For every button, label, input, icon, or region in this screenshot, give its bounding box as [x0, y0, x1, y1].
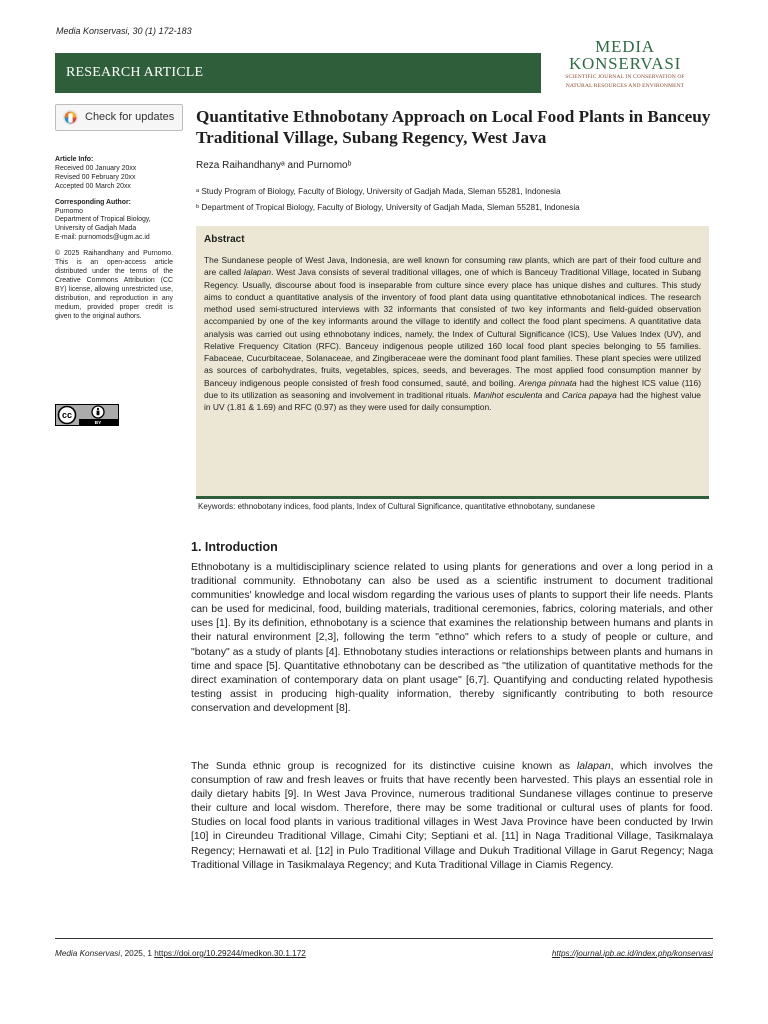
abstract-part-1: The Sundanese people of West Java, Indonesia, are well known for consuming raw plants, which are part of their food culture and are called	[204, 255, 701, 278]
revised-date: Revised 00 February 20xx	[55, 173, 136, 181]
cc-badge-left-text: cc	[61, 410, 73, 420]
abstract-term-lalapan: lalapan	[243, 267, 272, 278]
abstract-heading: Abstract	[204, 234, 245, 245]
affiliation-b: ᵇ Department of Tropical Biology, Faculty of Biology, University of Gadjah Mada, Sleman 55281, Indonesia	[196, 203, 580, 212]
article-info-label: Article Info:	[55, 156, 94, 163]
intro-p2-part-b: , which involves the consumption of raw and fresh leaves or fruits that have recently been harvested. This plays an essential role in daily dietary habits [9]. In West Java Province, numerous traditional Sundanese villages continue to preserve their culture and local wisdom. Therefore, there may be some traditional or cultural uses of plants for food. Studies on local food plants in various traditional villages in West Java Province have been conducted by Irwin [10] in Cireundeu Traditional Village, Cimahi City; Septiani et al. [11] in Naga Traditional Village, Tasikmalaya Regency; Hernawati et al. [12] in Pulo Traditional Village and Dukuh Traditional Village in Garut Regency; Naga Traditional Village in Tasikmalaya Regency; and Kuta Traditional Village in Ciamis Regency.	[191, 761, 713, 871]
section-heading-introduction: 1. Introduction	[191, 540, 278, 554]
cc-by-license-icon[interactable]	[55, 404, 119, 426]
check-for-updates-button[interactable]	[55, 104, 183, 131]
intro-p2-term-lalapan: lalapan	[576, 761, 611, 772]
abstract-part-3: had the highest ICS value (116) due to its utilization as seasoning and involvement in traditional rituals.	[204, 377, 702, 400]
intro-p2-part-a: The Sunda ethnic group is recognized for its distinctive cuisine known as	[191, 761, 577, 772]
footer-divider	[55, 938, 713, 939]
logo-line-1: MEDIA	[595, 37, 655, 56]
abstract-species-manihot: Manihot esculenta	[473, 389, 543, 400]
paper-title: Quantitative Ethnobotany Approach on Local Food Plants in Banceuy Traditional Village, Subang Regency, West Java	[196, 107, 711, 147]
corresponding-author-univ: University of Gadjah Mada	[55, 225, 137, 233]
abstract-text	[204, 254, 701, 413]
footer-url-link[interactable]: https://journal.ipb.ac.id/index.php/konservasi	[551, 949, 713, 958]
abstract-part-5: had the highest value in UV (1.81 & 1.69) and RFC (0.97) as they were used for daily consumption.	[204, 389, 701, 412]
journal-reference: Media Konservasi, 30 (1) 172-183	[56, 26, 192, 36]
footer-citation	[55, 949, 306, 958]
logo-line-2: KONSERVASI	[568, 54, 682, 73]
corresponding-author-email[interactable]: E-mail: purnomods@ugm.ac.id	[55, 234, 150, 242]
footer-journal-name: Media Konservasi	[55, 949, 121, 958]
article-type-label: RESEARCH ARTICLE	[66, 65, 204, 80]
footer-year-volume: , 2025, 1	[120, 949, 155, 958]
author-list: Reza Raihandhanyᵃ and Purnomoᵇ	[196, 160, 352, 171]
article-type-banner	[55, 53, 541, 93]
accepted-date: Accepted 00 March 20xx	[55, 182, 131, 190]
abstract-part-2: . West Java consists of several traditional villages, one of which is Banceuy Traditional Village, located in Subang Regency. Usually, discourse about food is inseparable from culture since every place has unique dishes and cultures. This study aims to conduct a quantitative analysis of the inventory of food plant data using quantitative ethnobotanical indices. The research method used semi-structured interviews with 32 informants that consisted of two key informants and field-guided observation accompanied by one of the key informants around the village to identify and collect the food plant specimens. A quantitative data analysis was carried out using ethnobotany indices, namely, the Index of Cultural Significance (ICS), Use Values Index (UV), and Relative Frequency Citation (RFC). Banceuy indigenous people utilized 160 local food plant species belonging to 55 families. Fabaceae, Cucurbitaceae, Solanaceae, and Zingiberaceae were the dominant food plant families. These plant species were utilized as sources of carbohydrates, fruits, vegetables, spices, seeds, and beverages. The most applied food consumption manner by Banceuy indigenous people consisted of fresh food consumed, sauté, and boiling.	[204, 267, 701, 388]
keywords-line: Keywords: ethnobotany indices, food plants, Index of Cultural Significance, quantitative ethnobotany, sundanese	[198, 502, 595, 511]
abstract-divider	[196, 496, 709, 499]
cc-badge-right-text: BY	[94, 421, 102, 426]
corresponding-author-label: Corresponding Author:	[55, 198, 131, 206]
article-info-sidebar	[55, 156, 173, 321]
footer-doi-link[interactable]: https://doi.org/10.29244/medkon.30.1.172	[154, 949, 306, 958]
abstract-species-carica: Carica papaya	[561, 389, 617, 400]
logo-subtitle-2: NATURAL RESOURCES AND ENVIRONMENT	[565, 83, 685, 89]
journal-logo	[542, 38, 708, 90]
affiliation-a: ᵃ Study Program of Biology, Faculty of Biology, University of Gadjah Mada, Sleman 55281, Indonesia	[196, 187, 561, 196]
license-statement: © 2025 Raihandhany and Purnomo. This is an open-access article distributed under the terms of the Creative Commons Attribution (CC BY) license, allowing unrestricted use, distribution, and reproduction in any medium, provided proper credit is given to the original authors.	[55, 250, 173, 320]
check-updates-label: Check for updates	[85, 111, 175, 123]
received-date: Received 00 January 20xx	[55, 164, 137, 172]
intro-paragraph-1: Ethnobotany is a multidisciplinary science related to using plants for generations and over a long period in a traditional community. Ethnobotany can also be used as a scientific instrument to document traditional communities' knowledge and local wisdom regarding the various uses of plants to support their life needs. Plants can be used for medicinal, food, building materials, traditional ceremonies, fabrics, coloring materials, and other uses [1]. By its definition, ethnobotany is a science that examines the relationship between humans and plants in their natural environment [2,3], following the term "ethno" which refers to a study of people or culture, and "botany" as a study of plants [4]. Ethnobotany studies interactions or relationships between plants and humans in time and space [5]. Quantitative ethnobotany can be described as "the utilization of quantitative methods for the direct examination of contemporary data on plant usage" [6,7]. Quantifying and conducting related hypothesis testing assist in producing high-quality information, thereby significantly contributing to both resource conservation and development [8].	[191, 562, 713, 714]
footer-journal-url	[552, 949, 713, 958]
corresponding-author-name: Purnomo	[55, 207, 83, 215]
crossmark-icon	[62, 109, 79, 126]
logo-subtitle-1: SCIENTIFIC JOURNAL IN CONSERVATION OF	[565, 74, 685, 80]
abstract-part-4: and	[542, 389, 562, 400]
abstract-species-arenga: Arenga pinnata	[518, 377, 577, 388]
corresponding-author-dept: Department of Tropical Biology,	[55, 216, 151, 224]
abstract-box	[196, 226, 709, 496]
intro-paragraph-2	[191, 760, 713, 873]
